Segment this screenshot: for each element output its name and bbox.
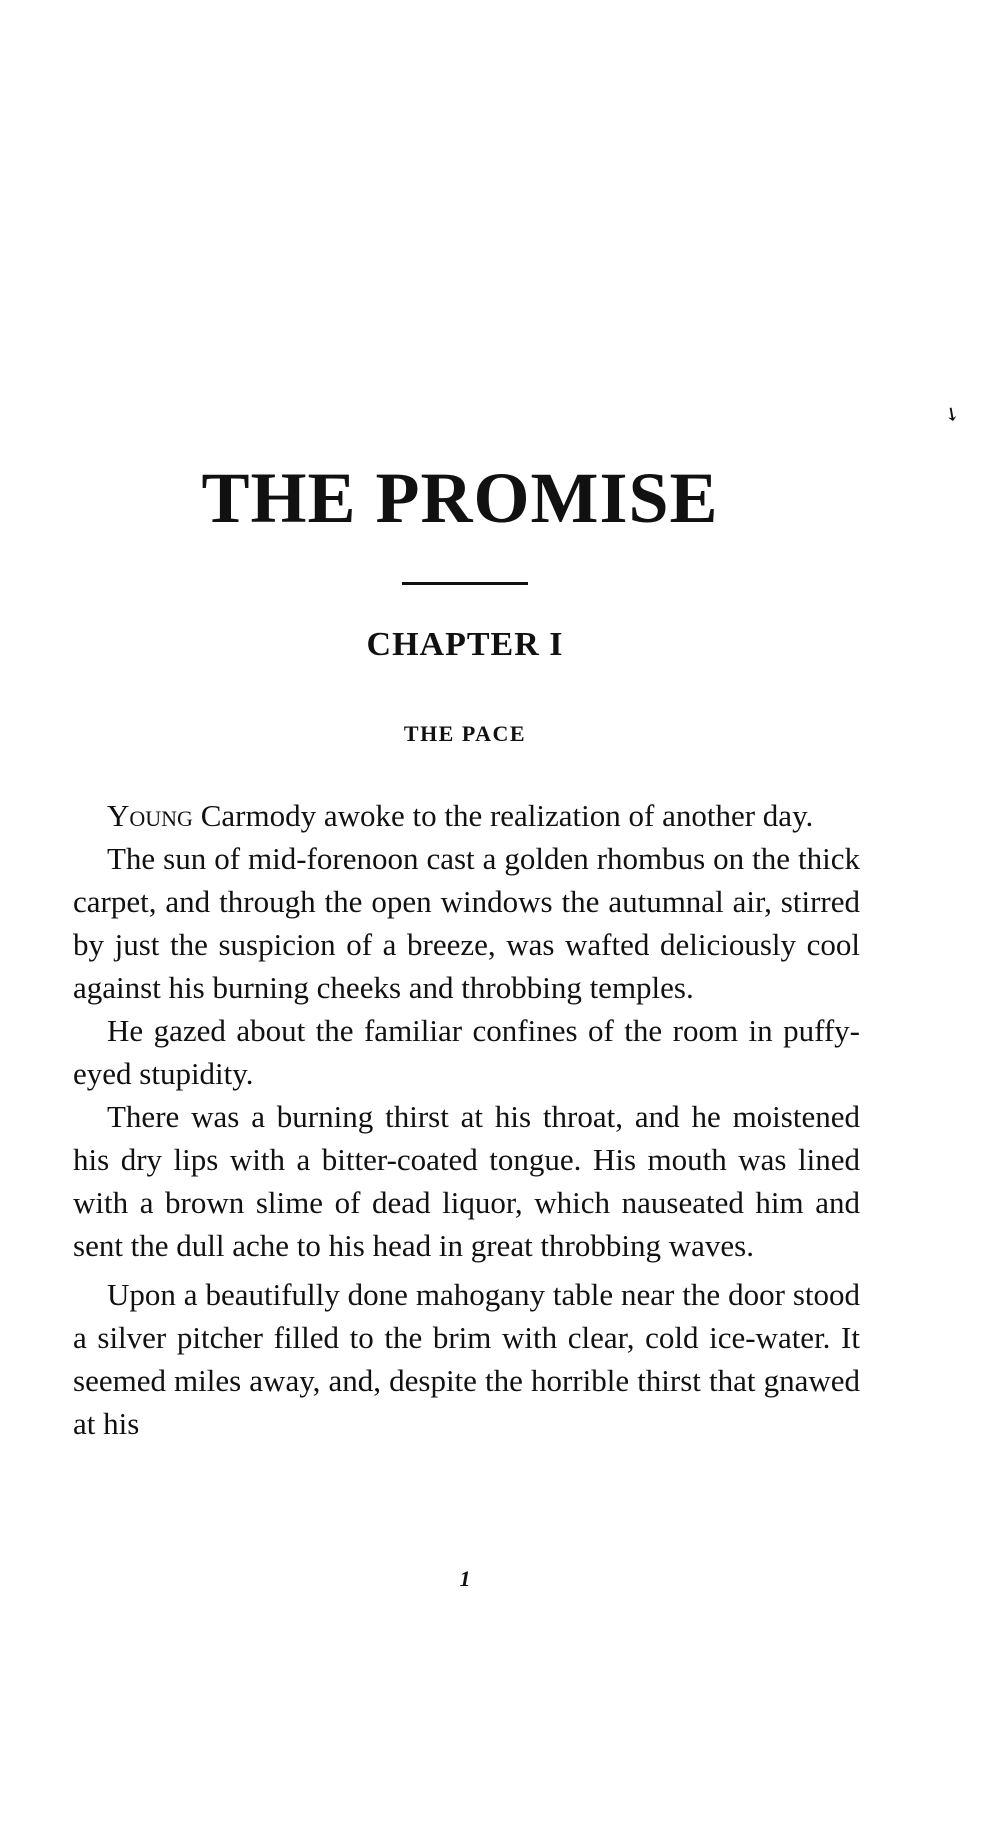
- chapter-body: [73, 794, 860, 1445]
- print-speck-mark: ↘: [939, 401, 964, 427]
- paragraph-2: The sun of mid-forenoon cast a golden rhombus on the thick carpet, and through the open windows the autumnal air, stirred by just the suspicion of a breeze, was wafted deliciously cool against his burning cheeks and throbbing temples.: [73, 841, 860, 1005]
- paragraph-5: Upon a beautifully done mahogany table near the door stood a silver pitcher filled to the brim with clear, cold ice-water. It seemed miles away, and, despite the horrible thirst that gnawed at his: [73, 1277, 860, 1441]
- paragraph-1-text: Carmody awoke to the realization of another day.: [192, 798, 814, 833]
- paragraph-4: There was a burning thirst at his throat, and he moistened his dry lips with a bitter-coated tongue. His mouth was lined with a brown slime of dead liquor, which nauseated him and sent the dull ache to his head in great throbbing waves.: [73, 1099, 860, 1263]
- page-number: 1: [459, 1566, 471, 1591]
- section-title: THE PACE: [403, 721, 527, 746]
- paragraph-3: He gazed about the familiar confines of the room in puffy-eyed stupidity.: [73, 1013, 860, 1091]
- opening-word: Young: [107, 798, 193, 833]
- paragraph-1: [73, 794, 860, 837]
- title-divider: [402, 582, 528, 585]
- book-title: THE PROMISE: [201, 458, 719, 538]
- chapter-heading: CHAPTER I: [366, 626, 564, 663]
